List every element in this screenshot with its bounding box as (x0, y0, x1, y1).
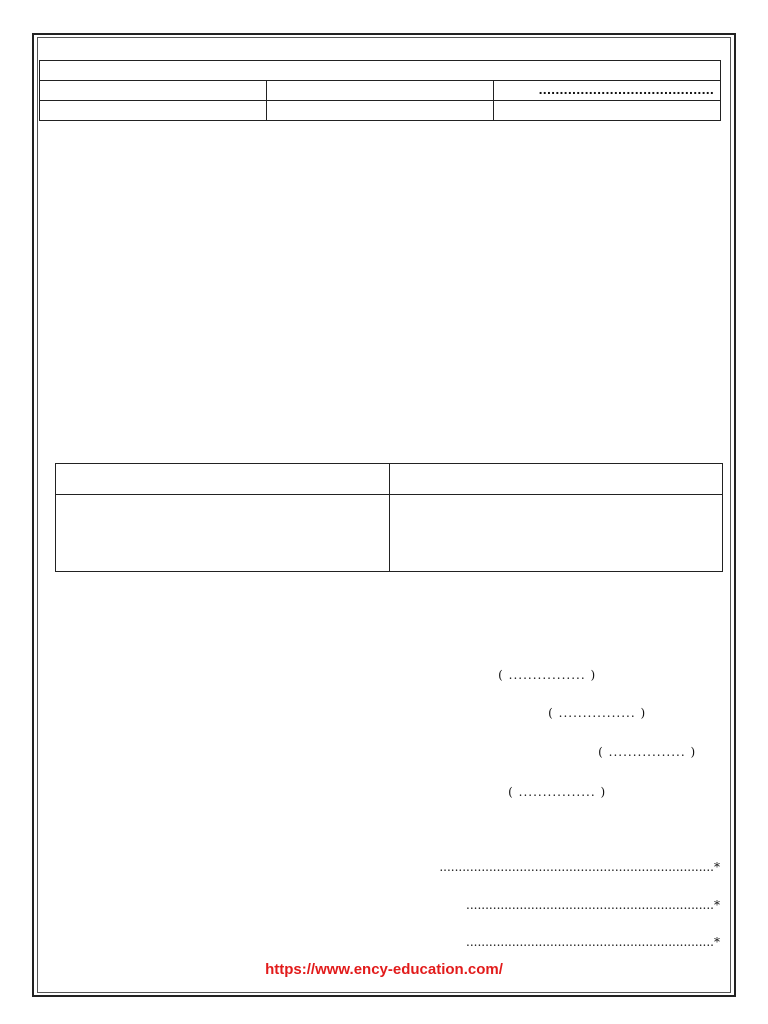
table-header-no-discrimination (56, 464, 390, 495)
exam-title (267, 81, 494, 101)
grade-level (267, 101, 494, 121)
exercise4-answer-line[interactable]: *................................................................. (466, 898, 720, 912)
exercise3-answer-blank[interactable]: ( ................ ) (598, 745, 697, 759)
school-year (40, 81, 267, 101)
empty-cell (40, 101, 267, 121)
exercise3-item (40, 706, 720, 720)
exam-header-table (39, 60, 721, 121)
footer-website-link[interactable]: https://www.ency-education.com/ (265, 961, 503, 978)
exercise4-answer-line[interactable]: *........................................................................ (439, 860, 720, 874)
student-name-dots: .......................................... (538, 84, 714, 97)
exercise3-item (40, 785, 720, 799)
table-header-discrimination (389, 464, 723, 495)
exercise3-answer-blank[interactable]: ( ................ ) (498, 668, 597, 682)
answer-cell-no-discrimination[interactable] (56, 495, 390, 572)
classification-table (55, 463, 723, 572)
exercise4-answer-line[interactable]: *................................................................. (466, 935, 720, 949)
exercise3-answer-blank[interactable]: ( ................ ) (508, 785, 607, 799)
exercise3-answer-blank[interactable]: ( ................ ) (548, 706, 647, 720)
exercise3-item (40, 745, 720, 759)
exercise3-item (40, 668, 720, 682)
school-name (40, 61, 721, 81)
teacher-name (494, 101, 721, 121)
student-name-cell[interactable] (494, 81, 721, 101)
answer-cell-discrimination[interactable] (389, 495, 723, 572)
